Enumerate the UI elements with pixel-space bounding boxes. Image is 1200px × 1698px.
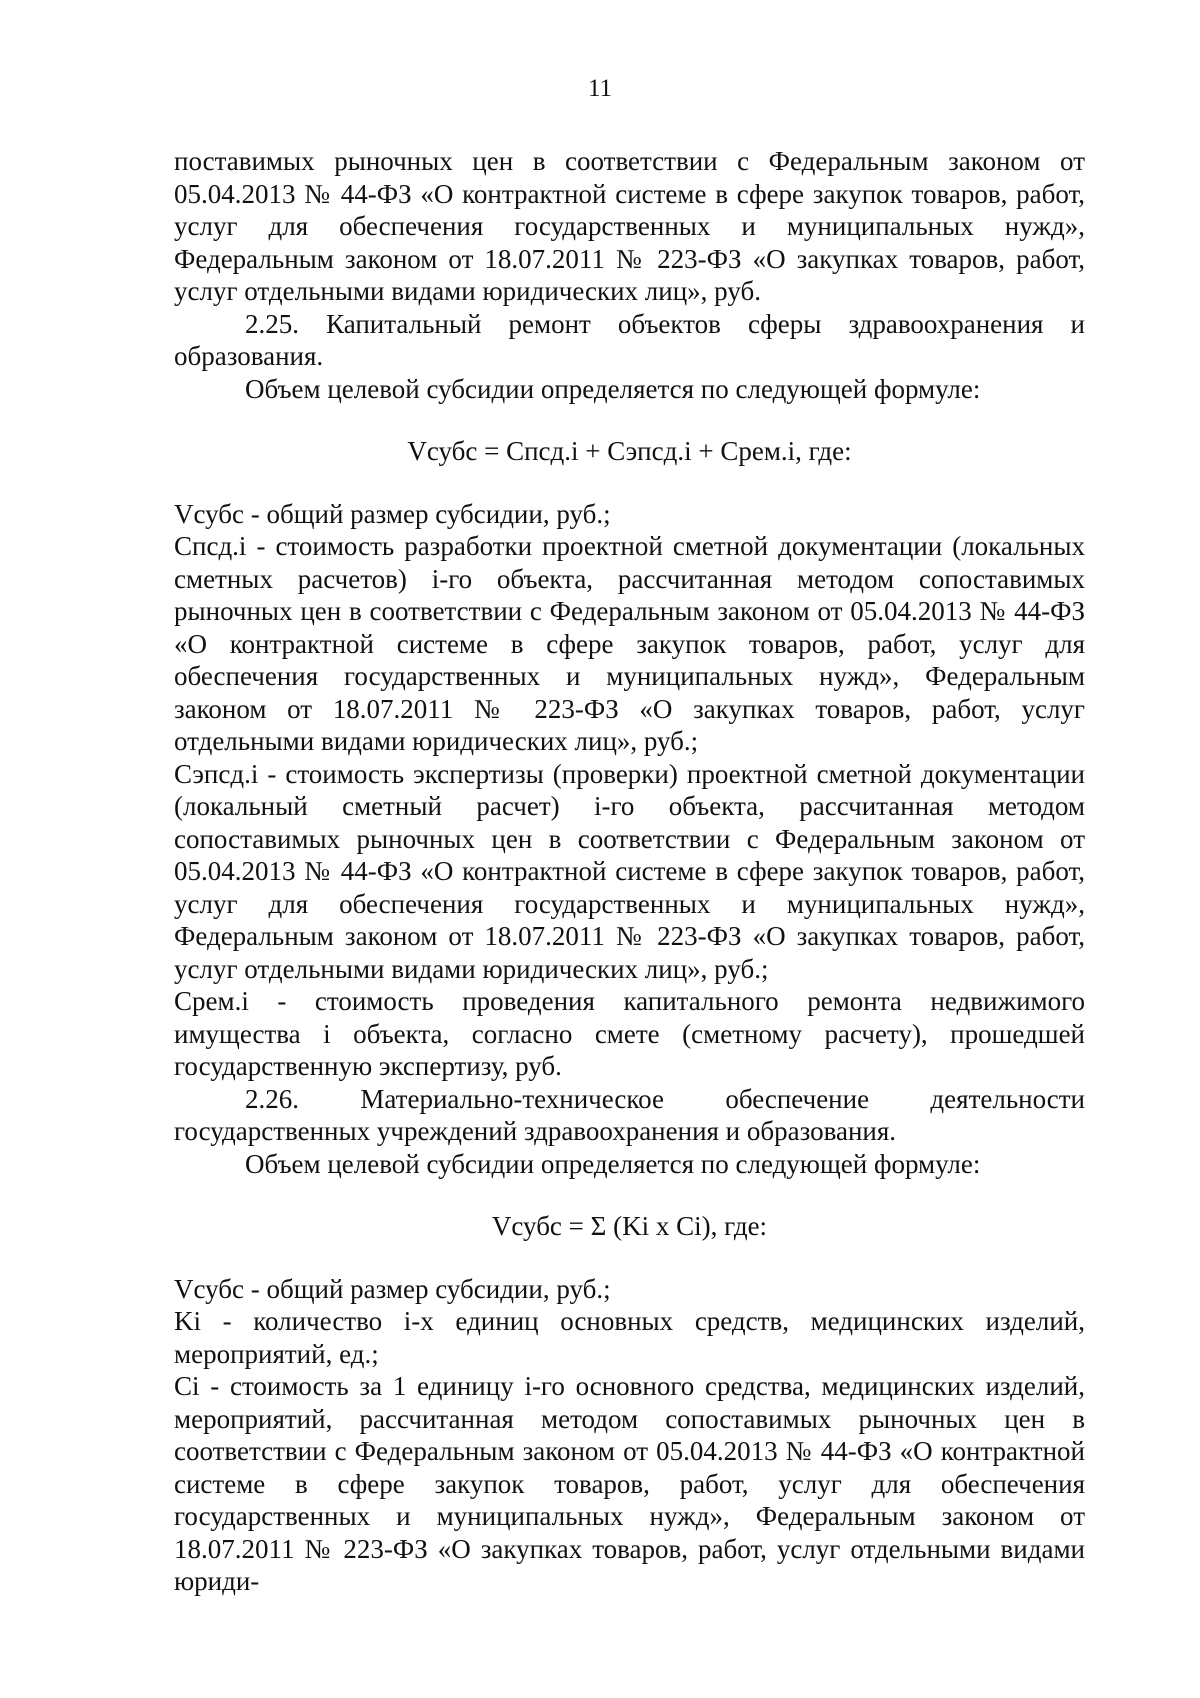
definition-sepsd: Сэпсд.i - стоимость экспертизы (проверки) проектной сметной документации (локальный сметный расчет) i-го объекта, рассчитанная методом сопоставимых рыночных цен в соответствии с Федеральным законом от 05.04.2013 № 44-ФЗ «О контрактной системе в сфере закупок товаров, работ, услуг для обеспечения государственных и муниципальных нужд», Федеральным законом от 18.07.2011 № 223-ФЗ «О закупках товаров, работ, услуг отдельными видами юридических лиц», руб.; — [174, 758, 1085, 984]
formula-intro: Объем целевой субсидии определяется по следующей формуле: — [245, 373, 981, 404]
formula-vsubs-repair: Vсубс = Спсд.i + Сэпсд.i + Срем.i, где: — [407, 436, 852, 466]
page-number: 11 — [587, 75, 613, 102]
document-body — [174, 145, 1085, 1598]
section-heading-2-25: 2.25. Капитальный ремонт объектов сферы здравоохранения и образования. — [174, 308, 1085, 371]
definition-vsubs: Vсубс - общий размер субсидии, руб.; — [174, 1273, 611, 1304]
section-heading-2-26: 2.26. Материально-техническое обеспечение деятельности государственных учреждений здравоохранения и образования. — [174, 1083, 1085, 1146]
definition-ki: Ki - количество i-х единиц основных средств, медицинских изделий, мероприятий, ед.; — [174, 1306, 1085, 1369]
paragraph-continuation: поставимых рыночных цен в соответствии с Федеральным законом от 05.04.2013 № 44-ФЗ «О контрактной системе в сфере закупок товаров, работ, услуг для обеспечения государственных и муниципальных нужд», Федеральным законом от 18.07.2011 № 223-ФЗ «О закупках товаров, работ, услуг отдельными видами юридических лиц», руб. — [174, 146, 1085, 306]
definition-spsd: Спсд.i - стоимость разработки проектной сметной документации (локальных сметных расчетов) i-го объекта, рассчитанная методом сопоставимых рыночных цен в соответствии с Федеральным законом от 05.04.2013 № 44-ФЗ «О контрактной системе в сфере закупок товаров, работ, услуг для обеспечения государственных и муниципальных нужд», Федеральным законом от 18.07.2011 № 223-ФЗ «О закупках товаров, работ, услуг отдельными видами юридических лиц», руб.; — [174, 531, 1085, 756]
formula-vsubs-sum: Vсубс = Σ (Ki x Ci), где: — [491, 1211, 768, 1241]
definition-srem: Срем.i - стоимость проведения капитального ремонта недвижимого имущества i объекта, согласно смете (сметному расчету), прошедшей государственную экспертизу, руб. — [174, 986, 1085, 1081]
definition-ci: Ci - стоимость за 1 единицу i-го основного средства, медицинских изделий, мероприятий, рассчитанная методом сопоставимых рыночных цен в соответствии с Федеральным законом от 05.04.2013 № 44-ФЗ «О контрактной системе в сфере закупок товаров, работ, услуг для обеспечения государственных и муниципальных нужд», Федеральным законом от 18.07.2011 № 223-ФЗ «О закупках товаров, работ, услуг отдельными видами юриди- — [174, 1371, 1085, 1596]
definition-vsubs: Vсубс - общий размер субсидии, руб.; — [174, 498, 611, 529]
formula-intro: Объем целевой субсидии определяется по следующей формуле: — [245, 1148, 981, 1179]
